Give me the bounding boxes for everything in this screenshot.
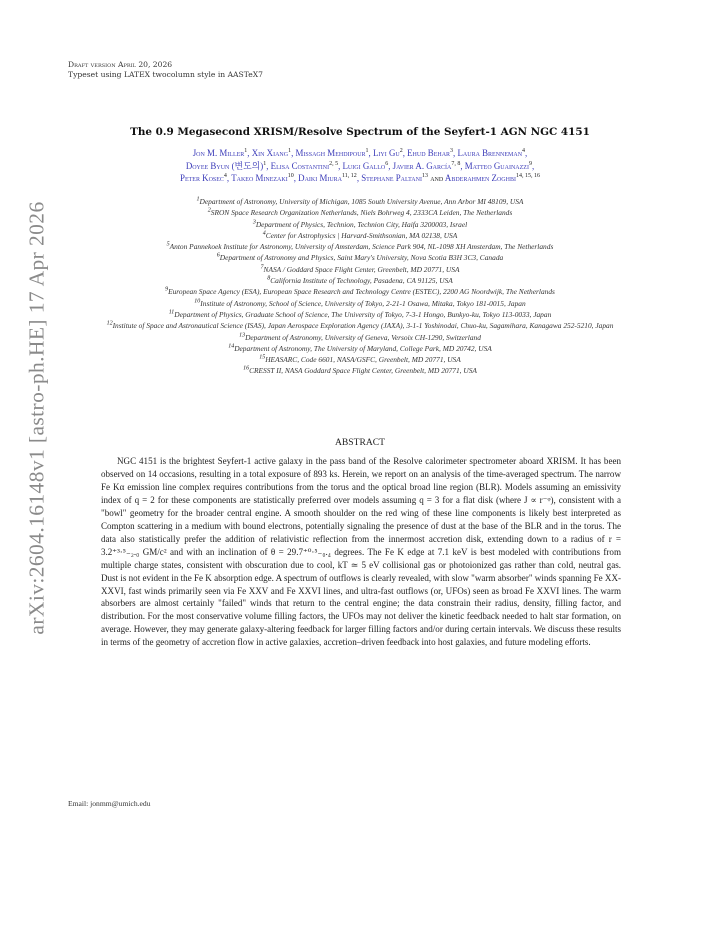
- author-name[interactable]: Stephane Paltani: [361, 173, 422, 184]
- affiliation-number: 9: [165, 286, 169, 293]
- affiliation-number: 1: [196, 196, 200, 203]
- affiliation-text: Department of Astronomy, University of Geneva, Versoix CH-1290, Switzerland: [245, 332, 481, 342]
- affiliation-number: 10: [194, 298, 201, 305]
- author-affiliation-marker: 7, 8: [451, 160, 461, 167]
- affiliation-text: NASA / Goddard Space Flight Center, Greenbelt, MD 20771, USA: [263, 264, 460, 274]
- affiliation-text: SRON Space Research Organization Netherlands, Niels Bohrweg 4, 2333CA Leiden, The Netherlands: [210, 208, 513, 218]
- affiliation-text: Department of Astronomy and Physics, Saint Mary's University, Nova Scotia B3H 3C3, Canada: [219, 253, 504, 263]
- affiliation-text: Institute of Space and Astronautical Science (ISAS), Japan Aerospace Exploration Agency (JAXA), 3-1-1 Yoshinodai, Chuo-ku, Sagamihara, Kanagawa 252-5210, Japan: [112, 321, 614, 331]
- author-affiliation-marker: 14, 15, 16: [515, 173, 540, 180]
- affiliation-number: 4: [262, 230, 266, 237]
- author-conjunction: and: [430, 173, 444, 184]
- affiliation-number: 8: [267, 275, 271, 282]
- author-name[interactable]: Liyi Gu: [372, 148, 400, 158]
- author-name[interactable]: Peter Kosec: [180, 173, 224, 184]
- page-header: [68, 60, 263, 80]
- author-name[interactable]: Javier A. García: [392, 160, 452, 171]
- affiliation-text: CRESST II, NASA Goddard Space Flight Center, Greenbelt, MD 20771, USA: [249, 366, 477, 376]
- author-name[interactable]: Daiki Miura: [298, 173, 343, 184]
- affiliation-text: Department of Astronomy, The University of Maryland, College Park, MD 20742, USA: [234, 343, 492, 353]
- affiliation-text: California Institute of Technology, Pasadena, CA 91125, USA: [270, 276, 453, 286]
- affiliation: [64, 343, 656, 354]
- affiliation: [64, 286, 656, 297]
- affiliation: [64, 241, 656, 252]
- affiliation-list: [64, 196, 656, 377]
- affiliation-number: 6: [216, 253, 220, 260]
- author-affiliation-marker: 13: [421, 173, 428, 180]
- affiliation-number: 2: [207, 207, 211, 214]
- affiliation-number: 5: [166, 241, 170, 248]
- draft-version: Draft version April 20, 2026: [68, 60, 173, 69]
- affiliation-text: HEASARC, Code 6601, NASA/GSFC, Greenbelt, MD 20771, USA: [265, 355, 461, 365]
- author-list: Jon M. Miller$^1$, Xin Xiang$^1$, Missagh Mehdipour$^1$, Liyi Gu$^2$, Ehud Behar$^3$, Laura Brenneman$^4$, Doyee Byun (변도의)$^1$, Elisa Costantini$^{2, 5}$, Luigi Gallo$^6$, Javier A. García$^{7, 8}$, Matteo Guainazzi$^9$, Peter Kosec$^4$, Takeo Minezaki$^{10}$, Daiki Miura$^{11, 12}$, Stephane Paltani$^{13}$ and Abderahmen Zoghbi$^{14, 15, 16}$: [180, 148, 540, 184]
- arxiv-sidebar: [6, 0, 66, 932]
- affiliation-number: 7: [260, 264, 264, 271]
- author-affiliation-marker: 1: [244, 148, 248, 155]
- author-affiliation-marker: 2: [399, 148, 403, 155]
- author-affiliation-marker: 9: [528, 160, 532, 167]
- author-affiliation-marker: 6: [385, 160, 389, 167]
- affiliation-number: 11: [168, 309, 175, 316]
- affiliation-text: Institute of Astronomy, School of Science, University of Tokyo, 2-21-1 Osawa, Mitaka, Tokyo 181-0015, Japan: [200, 298, 526, 308]
- affiliation-number: 3: [252, 219, 256, 226]
- author-name[interactable]: Abderahmen Zoghbi: [444, 173, 516, 184]
- author-name[interactable]: Laura Brenneman: [457, 148, 523, 158]
- paper-title: The 0.9 Megasecond XRISM/Resolve Spectrum of the Seyfert-1 AGN NGC 4151: [130, 126, 590, 138]
- author-name[interactable]: Ehud Behar: [407, 148, 451, 158]
- author-name[interactable]: Jon M. Miller: [192, 148, 245, 158]
- affiliation: [64, 207, 656, 218]
- affiliation: [64, 275, 656, 286]
- affiliation: [64, 298, 656, 309]
- author-name[interactable]: Xin Xiang: [251, 148, 289, 158]
- author-name[interactable]: Matteo Guainazzi: [464, 160, 529, 171]
- author-name[interactable]: Takeo Minezaki: [231, 173, 288, 184]
- affiliation: [64, 219, 656, 230]
- affiliation: [64, 230, 656, 241]
- author-affiliation-marker: 2, 5: [329, 160, 339, 167]
- author-affiliation-marker: 3: [450, 148, 454, 155]
- author-affiliation-marker: 1: [365, 148, 369, 155]
- author-affiliation-marker: 4: [522, 148, 526, 155]
- affiliation: [64, 264, 656, 275]
- abstract-body: NGC 4151 is the brightest Seyfert-1 active galaxy in the pass band of the Resolve calorimeter spectrometer aboard XRISM. It has been observed on 14 occasions, resulting in a total exposure of 893 ks. Herein, we report on an analysis of the time-averaged spectrum. The narrow Fe Kα emission line complex requires contributions from the torus and the optical broad line region (BLR). Models assuming an emissivity index of q = 2 for these components are statistically preferred over models assuming q = 3 for a flat disk (where J ∝ r⁻ᵠ), consistent with a "bowl" geometry for the broader central engine. A smooth shoulder on the red wing of these line components is likely best interpreted as Compton scattering in a medium with bound electrons, potentially signaling the presence of dust at the base of the BLR and in the torus. The data also statistically prefer the addition of relativistic reflection from the innermost accretion disk, extending down to a radius of r = 3.2⁺³·⁵₋₂.₀ GM/c² and with an inclination of θ = 29.7⁺⁰·⁵₋₀.₄ degrees. The Fe K edge at 7.1 keV is best modeled with contributions from multiple charge states, consistent with obscuration due to cool, kT ≃ 5 eV collisional gas or photoionized gas rather than cold, neutral gas. Dust is not evident in the Fe K absorption edge. A spectrum of outflows is clearly revealed, with slow "warm absorber" winds spanning Fe XX-XXVI, fast winds primarily seen via Fe XXV and Fe XXVI lines, and ultra-fast outflows (or, UFOs) seen as broad Fe XXVI lines. The warm absorbers are almost certainly "failed" winds that return to the central engine; the data constrain their radius, density, filling factor, and distribution. For the most conservative volume filling factors, the UFOs may not deliver the kinetic feedback needed to halt star formation, on average. However, they may generate galaxy-altering feedback for larger filling factors and/or during certain intervals. We discuss these results in terms of the geometry of accretion flow in active galaxies, accretion–driven feedback into host galaxies, and future modeling efforts.: [101, 456, 621, 648]
- affiliation-text: Department of Astronomy, University of Michigan, 1085 South University Avenue, Ann Arbor MI 48109, USA: [199, 197, 524, 206]
- affiliation: [64, 196, 656, 207]
- corresponding-email[interactable]: Email: jonmm@umich.edu: [68, 799, 151, 808]
- affiliation: [64, 332, 656, 343]
- author-affiliation-marker: 1: [288, 148, 292, 155]
- author-name[interactable]: Elisa Costantini: [270, 160, 330, 171]
- affiliation: [64, 365, 656, 376]
- author-affiliation-marker: 11, 12: [342, 173, 357, 180]
- author-name[interactable]: Missagh Mehdipour: [295, 148, 366, 158]
- affiliation-number: 16: [243, 365, 250, 372]
- arxiv-identifier[interactable]: arXiv:2604.16148v1 [astro-ph.HE] 17 Apr 2026: [24, 201, 49, 635]
- author-affiliation-marker: 10: [287, 173, 294, 180]
- author-affiliation-marker: 4: [223, 173, 227, 180]
- author-name[interactable]: Luigi Gallo: [342, 160, 386, 171]
- affiliation: [64, 354, 656, 365]
- author-name[interactable]: Doyee Byun (변도의): [185, 160, 264, 171]
- affiliation-text: Department of Physics, Technion, Technion City, Haifa 3200003, Israel: [255, 219, 468, 229]
- abstract-heading: ABSTRACT: [334, 437, 386, 448]
- affiliation-number: 15: [259, 354, 266, 361]
- affiliation-number: 13: [239, 332, 246, 339]
- affiliation-text: Center for Astrophysics | Harvard-Smithsonian, MA 02138, USA: [265, 230, 458, 240]
- affiliation-number: 12: [106, 320, 113, 327]
- affiliation-text: Anton Pannekoek Institute for Astronomy, University of Amsterdam, Science Park 904, NL-1098 XH Amsterdam, The Netherlands: [169, 242, 554, 252]
- author-affiliation-marker: 1: [263, 160, 267, 167]
- affiliation-text: European Space Agency (ESA), European Space Research and Technology Centre (ESTEC), 2200 AG Noordwijk, The Netherlands: [168, 287, 555, 297]
- affiliation-text: Department of Physics, Graduate School of Science, The University of Tokyo, 7-3-1 Hongo, Bunkyo-ku, Tokyo 113-0033, Japan: [174, 309, 552, 319]
- affiliation: [64, 309, 656, 320]
- affiliation: [64, 252, 656, 263]
- typeset-note: Typeset using LATEX twocolumn style in AASTeX7: [68, 70, 263, 79]
- affiliation-number: 14: [228, 343, 235, 350]
- affiliation: [64, 320, 656, 331]
